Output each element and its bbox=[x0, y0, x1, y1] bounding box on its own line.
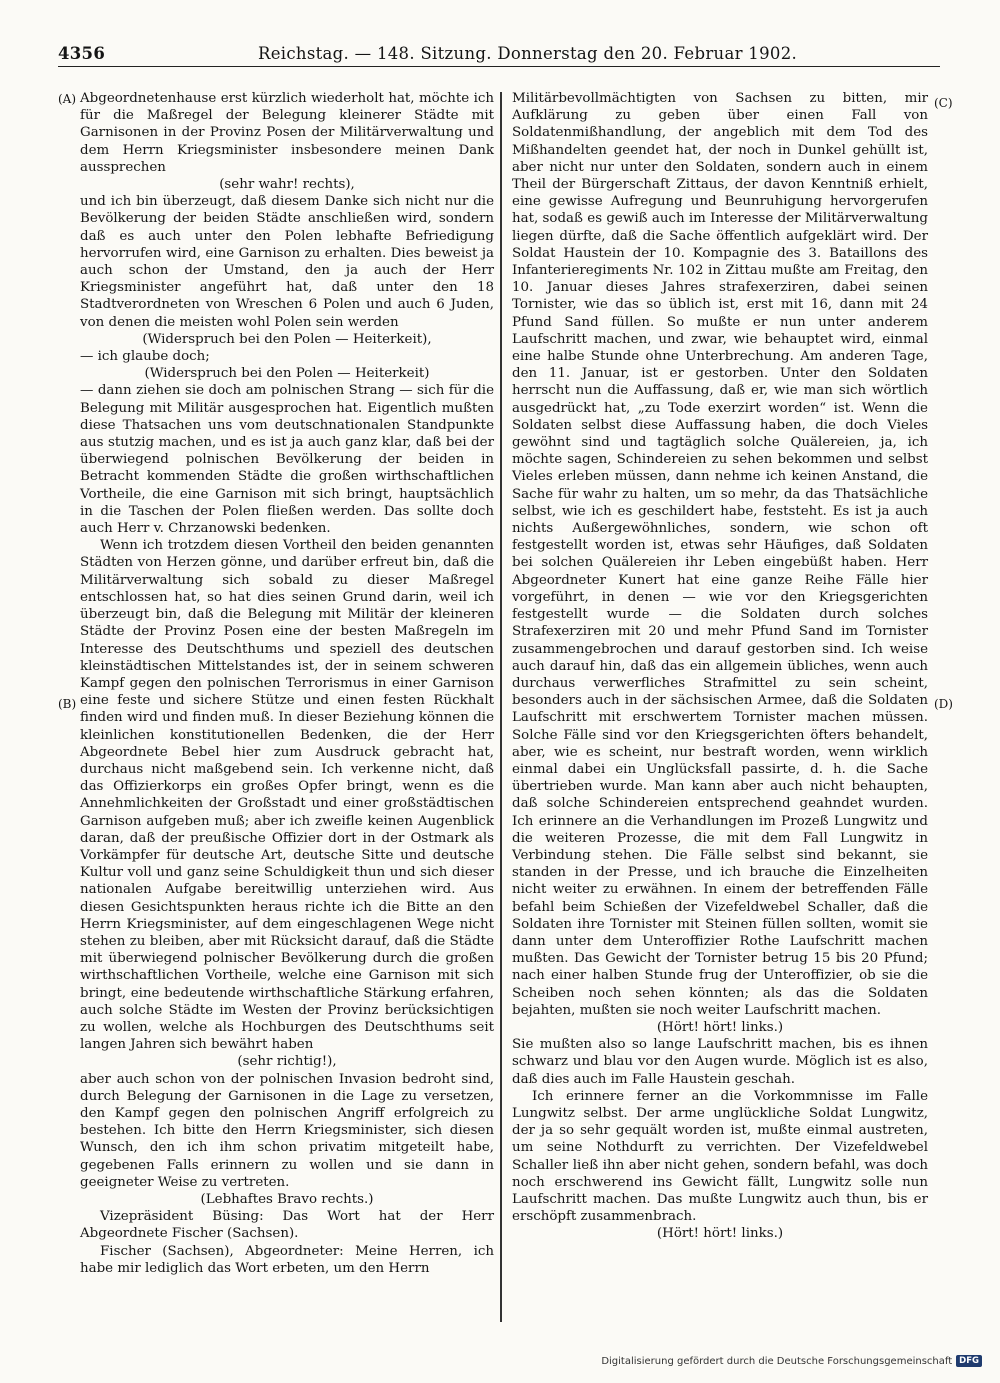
margin-marker-d: (D) bbox=[934, 697, 953, 711]
interjection: (Widerspruch bei den Polen — Heiterkeit), bbox=[142, 331, 432, 347]
paragraph: Wenn ich trotzdem diesen Vortheil den beiden genannten Städten von Herzen gönne, und darüber erfreut bin, daß die Militärverwaltung sich sobald zu dieser Maßregel entschlossen hat, so hat dies seinen Grund darin, weil ich überzeugt bin, daß die Belegung mit Militär der kleineren Städte der Provinz Posen eine der besten Maßregeln im Interesse des Deutschthums und speziell des deutschen kleinstädtischen Mittelstandes ist, der in seinem schweren Kampf gegen den polnischen Terrorismus in einer Garnison eine feste und sichere Stütze und einen festen Rückhalt finden wird und finden muß. In dieser Beziehung können die kleinlichen konstitutionellen Bedenken, die der Herr Abgeordnete Bebel hier zum Ausdruck gebracht hat, durchaus nicht maßgebend sein. Ich verkenne nicht, daß das Offizierkorps ein großes Opfer bringt, wenn es die Annehmlichkeiten der Großstadt und einer großstädtischen Garnison aufgeben muß; aber ich zweifle keinen Augenblick daran, daß der preußische Offizier dort in der Ostmark als Vorkämpfer für deutsche Art, deutsche Sitte und deutsche Kultur voll und ganz seine Schuldigkeit thun und sich dieser nationalen Aufgabe bereitwillig unterziehen wird. Aus diesen Gesichtspunkten heraus richte ich die Bitte an den Herrn Kriegsminister, auf dem eingeschlagenen Wege nicht stehen zu bleiben, aber mit Rücksicht darauf, daß die Städte mit überwiegend polnischer Bevölkerung durch die großen wirthschaftlichen Vortheile, welche eine Garnison mit sich bringt, eine bedeutende wirthschaftliche Stärkung erfahren, auch solche Städte im Westen der Provinz berücksichtigen zu wollen, welche als Hochburgen des Deutschthums seit langen Jahren sich bewährt haben bbox=[80, 538, 494, 1053]
interjection: (Lebhaftes Bravo rechts.) bbox=[200, 1192, 374, 1207]
interjection: (Widerspruch bei den Polen — Heiterkeit) bbox=[144, 366, 430, 382]
paragraph: Vizepräsident Büsing: Das Wort hat der Herr Abgeordnete Fischer (Sachsen). bbox=[80, 1209, 494, 1242]
interjection: (Hört! hört! links.) bbox=[656, 1019, 784, 1035]
page-number: 4356 bbox=[58, 44, 106, 63]
paragraph: Militärbevollmächtigten von Sachsen zu bitten, mir Aufklärung zu geben über einen Fall von Soldatenmißhandlung, der angeblich mit dem Tod des Mißhandelten geendet hat, der noch in Dunkel gehüllt ist, aber nicht nur unter den Soldaten, sondern auch in einem Theil der Bürgerschaft Zittaus, der davon Kenntniß erhielt, eine gewisse Aufregung und Beunruhigung hervorgerufen hat, sodaß es gewiß auch im Interesse der Militärverwaltung liegen dürfte, daß die Sache öffentlich aufgeklärt wird. Der Soldat Haustein der 10. Kompagnie des 3. Bataillons des Infanterieregiments Nr. 102 in Zittau mußte am Freitag, den 10. Januar dieses Jahres strafexerziren, dabei seinen Tornister, wie das so üblich ist, erst mit 16, dann mit 24 Pfund Sand füllen. So mußte er nun unter anderem Laufschritt machen, und zwar, wie behauptet wird, einmal eine halbe Stunde ohne Unterbrechung. Am anderen Tage, den 11. Januar, ist er gestorben. Unter den Soldaten herrscht nun die Auffassung, daß er, wie man sich wörtlich ausgedrückt hat, „zu Tode exerzirt worden“ ist. Wenn die Soldaten selbst diese Auffassung haben, die doch Vieles gewöhnt sind und tagtäglich solche Quälereien, ja, ich möchte sagen, Schindereien zu sehen bekommen und selbst Vieles erleben müssen, dann nehme ich keinen Anstand, die Sache für wahr zu halten, um so mehr, da das Thatsächliche selbst, wie ich es geschildert habe, feststeht. Es ist ja auch nichts Außergewöhnliches, sondern, wie schon oft festgestellt worden ist, etwas sehr Häufiges, daß Soldaten bei solchen Quälereien ihr Leben eingebüßt haben. Herr Abgeordneter Kunert hat eine ganze Reihe Fälle hier vorgeführt, in denen — wie vor den Kriegsgerichten festgestellt wurde — die Soldaten durch solches Strafexerziren mit 20 und mehr Pfund Sand im Tornister zusammengebrochen und darauf gestorben sind. Ich weise auch darauf hin, daß das ein allgemein übliches, wenn auch durchaus verwerfliches Strafmittel zu sein scheint, besonders auch in der sächsischen Armee, daß die Soldaten Laufschritt mit erschwertem Tornister machen müssen. Solche Fälle sind vor den Kriegsgerichten öfters behandelt, aber, wie es scheint, nur bestraft worden, wenn wirklich einmal dabei ein Unglücksfall passirte, d. h. die Sache übertrieben wurde. Man kann aber auch nicht behaupten, daß solche Schindereien entsprechend geahndet wurden. Ich erinnere an die Verhandlungen im Prozeß Lungwitz und die weiteren Prozesse, die mit dem Fall Lungwitz in Verbindung stehen. Die Fälle selbst sind bekannt, sie standen in der Presse, und ich brauche die Einzelheiten nicht weiter zu erwähnen. In einem der betreffenden Fälle befahl beim Schießen der Vizefeldwebel Schaller, daß die Soldaten ihre Tornister mit Steinen füllen sollten, womit sie dann unter dem Unteroffizier Rothe Laufschritt machen mußten. Das Gewicht der Tornister betrug 15 bis 20 Pfund; nach einer halben Stunde frug der Unteroffizier, ob sie die Scheiben noch sehen könnten; als das die Soldaten bejahten, mußten sie noch weiter Laufschritt machen. bbox=[512, 91, 928, 1018]
dfg-logo: DFG bbox=[956, 1355, 982, 1367]
margin-marker-c: (C) bbox=[934, 96, 953, 110]
footer-credit: Digitalisierung gefördert durch die Deutsche Forschungsgemeinschaft bbox=[601, 1355, 953, 1367]
margin-marker-b: (B) bbox=[58, 697, 77, 711]
interjection: (sehr richtig!), bbox=[237, 1054, 337, 1070]
paragraph: aber auch schon von der polnischen Invasion bedroht sind, durch Belegung der Garnisonen in die Lage zu versetzen, den Kampf gegen den polnischen Angriff erfolgreich zu bestehen. Ich bitte den Herrn Kriegsminister, sich diesen Wunsch, den ich ihm schon privatim mitgeteilt habe, gegebenen Falls erinnern zu wollen und sie dann in geeigneter Weise zu vertreten. bbox=[80, 1071, 494, 1190]
margin-marker-a: (A) bbox=[58, 92, 77, 106]
paragraph: Sie mußten also so lange Laufschritt machen, bis es ihnen schwarz und blau vor den Augen wurde. Möglich ist es also, daß dies auch im Falle Haustein geschah. bbox=[512, 1037, 928, 1087]
paragraph: und ich bin überzeugt, daß diesem Danke sich nicht nur die Bevölkerung der beiden Städte anschließen wird, sondern daß es auch unter den Polen lebhafte Befriedigung hervorrufen wird, eine Garnison zu erhalten. Dies beweist ja auch schon der Umstand, den ja auch der Herr Kriegsminister angeführt hat, daß unter den 18 Stadtverordneten von Wreschen 6 Polen und auch 6 Juden, von denen die meisten wohl Polen sein werden bbox=[80, 194, 494, 330]
paragraph: Ich erinnere ferner an die Vorkommnisse im Falle Lungwitz selbst. Der arme unglückliche Soldat Lungwitz, der ja so sehr gequält worden ist, mußte einmal austreten, um seine Nothdurft zu verrichten. Der Vizefeldwebel Schaller ließ ihn aber nicht gehen, sondern befahl, was doch noch erschwerend ins Gewicht fällt, Lungwitz solle nun Laufschritt machen. Das mußte Lungwitz auch thun, bis er erschöpft zusammenbrach. bbox=[512, 1088, 928, 1225]
paragraph: — ich glaube doch; bbox=[80, 349, 210, 365]
page-footer bbox=[601, 1355, 982, 1367]
column-divider bbox=[500, 92, 502, 1322]
paragraph: Abgeordnetenhause erst kürzlich wiederholt hat, möchte ich für die Maßregel der Belegung kleinerer Städte mit Garnisonen in der Provinz Posen der Militärverwaltung und dem Herrn Kriegsminister insbesondere meinen Dank aussprechen bbox=[80, 91, 494, 175]
interjection: (sehr wahr! rechts), bbox=[219, 177, 355, 193]
paragraph: — dann ziehen sie doch am polnischen Strang — sich für die Belegung mit Militär ausgesprochen hat. Eigentlich mußten diese Thatsachen uns vom deutschnationalen Standpunkte aus stutzig machen, und es ist ja auch ganz klar, daß bei der überwiegend polnischen Bevölkerung der beiden in Betracht kommenden Städte die großen wirthschaftlichen Vortheile, die eine Garnison mit sich bringt, hauptsächlich in die Taschen der Polen fließen werden. Das sollte doch auch Herr v. Chrzanowski bedenken. bbox=[80, 383, 494, 537]
right-text-column bbox=[512, 90, 928, 1243]
left-text-column bbox=[80, 90, 494, 1277]
page-header bbox=[58, 42, 940, 67]
interjection: (Hört! hört! links.) bbox=[656, 1226, 784, 1242]
paragraph: Fischer (Sachsen), Abgeordneter: Meine Herren, ich habe mir lediglich das Wort erbeten, um den Herrn bbox=[80, 1243, 494, 1276]
page-running-title: Reichstag. — 148. Sitzung. Donnerstag den 20. Februar 1902. bbox=[258, 44, 798, 63]
